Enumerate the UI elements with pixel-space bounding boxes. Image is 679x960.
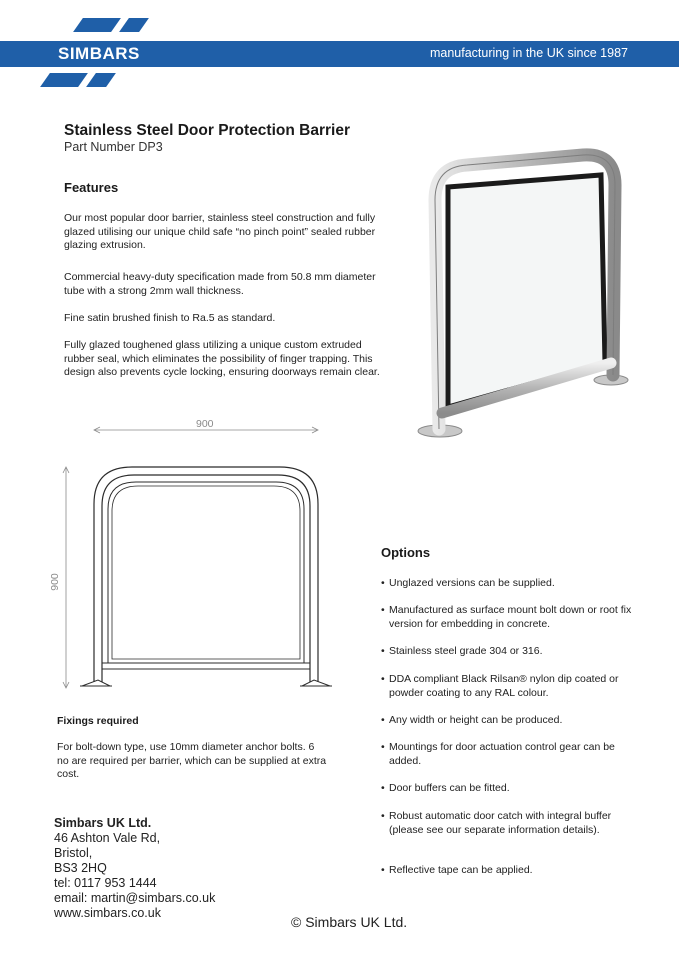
page-title: Stainless Steel Door Protection Barrier bbox=[64, 122, 350, 139]
bullet-icon: • bbox=[381, 714, 385, 726]
bullet-icon: • bbox=[381, 645, 385, 657]
option-item bbox=[381, 741, 641, 768]
technical-drawing bbox=[50, 412, 335, 697]
product-photo bbox=[415, 145, 640, 445]
logo-stripe-top bbox=[73, 18, 121, 32]
email-address: email: martin@simbars.co.uk bbox=[54, 891, 216, 905]
option-text: Manufactured as surface mount bolt down or root fix version for embedding in concrete. bbox=[389, 604, 632, 630]
part-number: Part Number DP3 bbox=[64, 140, 163, 154]
logo-stripe-bottom bbox=[40, 73, 88, 87]
option-text: Door buffers can be fitted. bbox=[389, 782, 510, 794]
option-item bbox=[381, 673, 641, 700]
address-line: 46 Ashton Vale Rd, bbox=[54, 831, 161, 845]
logo-stripe-bottom bbox=[86, 73, 116, 87]
bullet-icon: • bbox=[381, 604, 385, 616]
fixings-text: For bolt-down type, use 10mm diameter anchor bolts. 6 no are required per barrier, which can be supplied at extra cost. bbox=[57, 741, 327, 780]
width-dimension-label: 900 bbox=[196, 418, 214, 430]
bullet-icon: • bbox=[381, 741, 385, 753]
option-text: Any width or height can be produced. bbox=[389, 714, 563, 726]
company-name: Simbars UK Ltd. bbox=[54, 816, 152, 830]
brand-logo-text: SIMBARS bbox=[58, 44, 140, 63]
option-text: Mountings for door actuation control gear can be added. bbox=[389, 741, 615, 767]
option-text: DDA compliant Black Rilsan® nylon dip coated or powder coating to any RAL colour. bbox=[389, 673, 619, 699]
phone-number: tel: 0117 953 1444 bbox=[54, 876, 157, 890]
website-link[interactable]: www.simbars.co.uk bbox=[54, 906, 161, 920]
option-item bbox=[381, 864, 641, 878]
logo-stripe-top bbox=[119, 18, 149, 32]
option-text: Reflective tape can be applied. bbox=[389, 864, 533, 876]
bullet-icon: • bbox=[381, 782, 385, 794]
fixings-heading: Fixings required bbox=[57, 715, 139, 727]
option-item bbox=[381, 714, 641, 728]
address-line: Bristol, bbox=[54, 846, 93, 860]
features-paragraph: Fully glazed toughened glass utilizing a unique custom extruded rubber seal, which eliminates the possibility of finger trapping. This design also prevents cycle locking, ensuring doorways remain clear. bbox=[64, 339, 380, 378]
features-paragraph: Fine satin brushed finish to Ra.5 as standard. bbox=[64, 312, 276, 324]
option-text: Unglazed versions can be supplied. bbox=[389, 577, 555, 589]
height-dimension-label: 900 bbox=[48, 573, 61, 591]
bullet-icon: • bbox=[381, 577, 385, 589]
copyright-notice: © Simbars UK Ltd. bbox=[291, 914, 408, 930]
option-text: Robust automatic door catch with integral buffer (please see our separate information details). bbox=[389, 810, 612, 836]
option-item bbox=[381, 604, 641, 631]
option-item bbox=[381, 645, 641, 659]
bullet-icon: • bbox=[381, 864, 385, 876]
header-tagline: manufacturing in the UK since 1987 bbox=[429, 46, 628, 60]
option-text: Stainless steel grade 304 or 316. bbox=[389, 645, 543, 657]
features-paragraph: Commercial heavy-duty specification made from 50.8 mm diameter tube with a strong 2mm wall thickness. bbox=[64, 271, 376, 297]
features-heading: Features bbox=[64, 180, 119, 195]
address-line: BS3 2HQ bbox=[54, 861, 107, 875]
option-item bbox=[381, 810, 641, 837]
option-item bbox=[381, 577, 641, 591]
bullet-icon: • bbox=[381, 810, 385, 822]
options-heading: Options bbox=[381, 545, 431, 560]
features-paragraph: Our most popular door barrier, stainless steel construction and fully glazed utilising our unique child safe “no pinch point” sealed rubber glazing extrusion. bbox=[64, 212, 376, 251]
option-item bbox=[381, 782, 641, 796]
bullet-icon: • bbox=[381, 673, 385, 685]
